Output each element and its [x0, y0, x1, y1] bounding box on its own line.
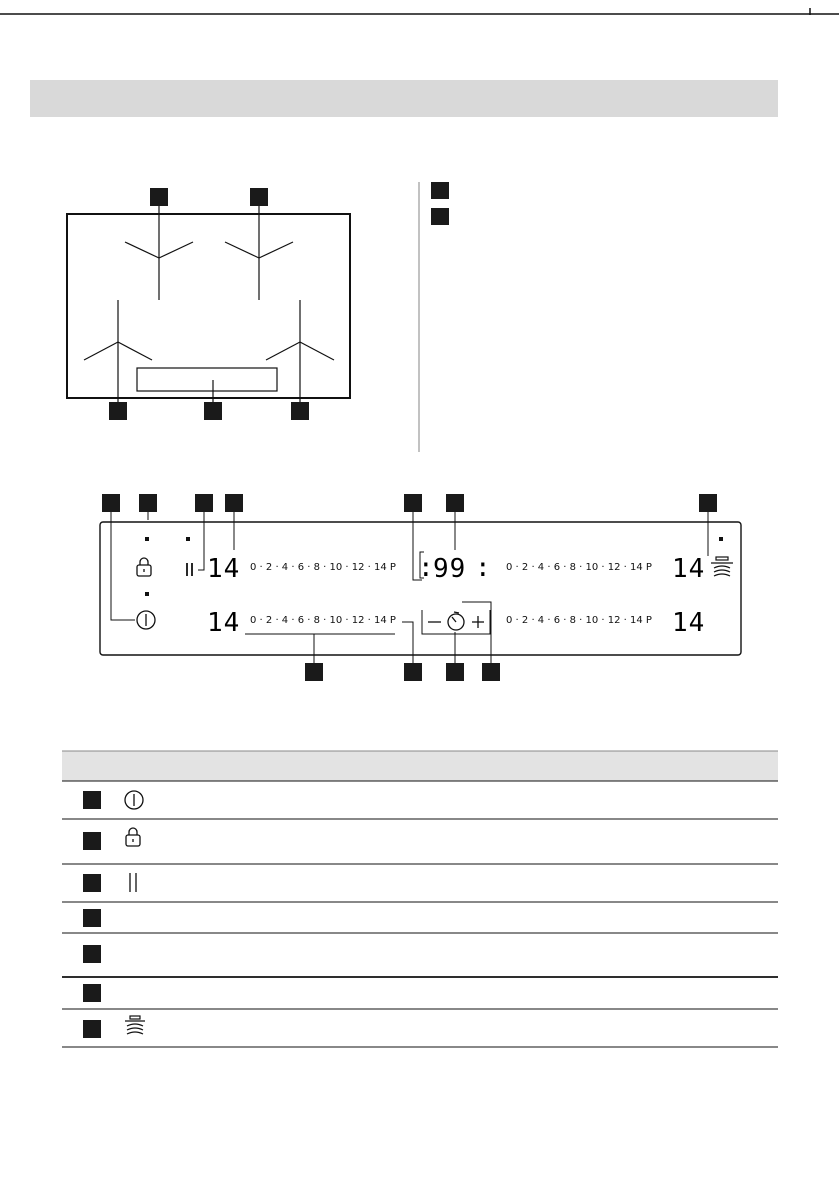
power-scale: 0 · 2 · 4 · 6 · 8 · 10 · 12 · 14 P: [506, 562, 652, 573]
power-level-display: 14: [672, 608, 706, 638]
table-row-badge: [83, 791, 101, 809]
timer-display: 99: [433, 554, 467, 584]
table-header: [62, 751, 778, 781]
timer-colon: :: [418, 553, 435, 583]
power-level-display: 14: [207, 608, 241, 638]
pause-icon: [130, 873, 136, 892]
hob2hood-icon: [125, 1016, 145, 1034]
power-scale: 0 · 2 · 4 · 6 · 8 · 10 · 12 · 14 P: [250, 615, 396, 626]
table-row-badge: [83, 945, 101, 963]
table-row-badge: [83, 1020, 101, 1038]
timer-colon: :: [475, 553, 492, 583]
power-icon: [125, 791, 143, 809]
lock-icon: [126, 828, 140, 846]
power-level-display: 14: [207, 554, 241, 584]
table-row-badge: [83, 832, 101, 850]
power-level-display: 14: [672, 554, 706, 584]
table-row-badge: [83, 984, 101, 1002]
table-row-badge: [83, 874, 101, 892]
power-scale: 0 · 2 · 4 · 6 · 8 · 10 · 12 · 14 P: [506, 615, 652, 626]
power-scale: 0 · 2 · 4 · 6 · 8 · 10 · 12 · 14 P: [250, 562, 396, 573]
table-row-badge: [83, 909, 101, 927]
